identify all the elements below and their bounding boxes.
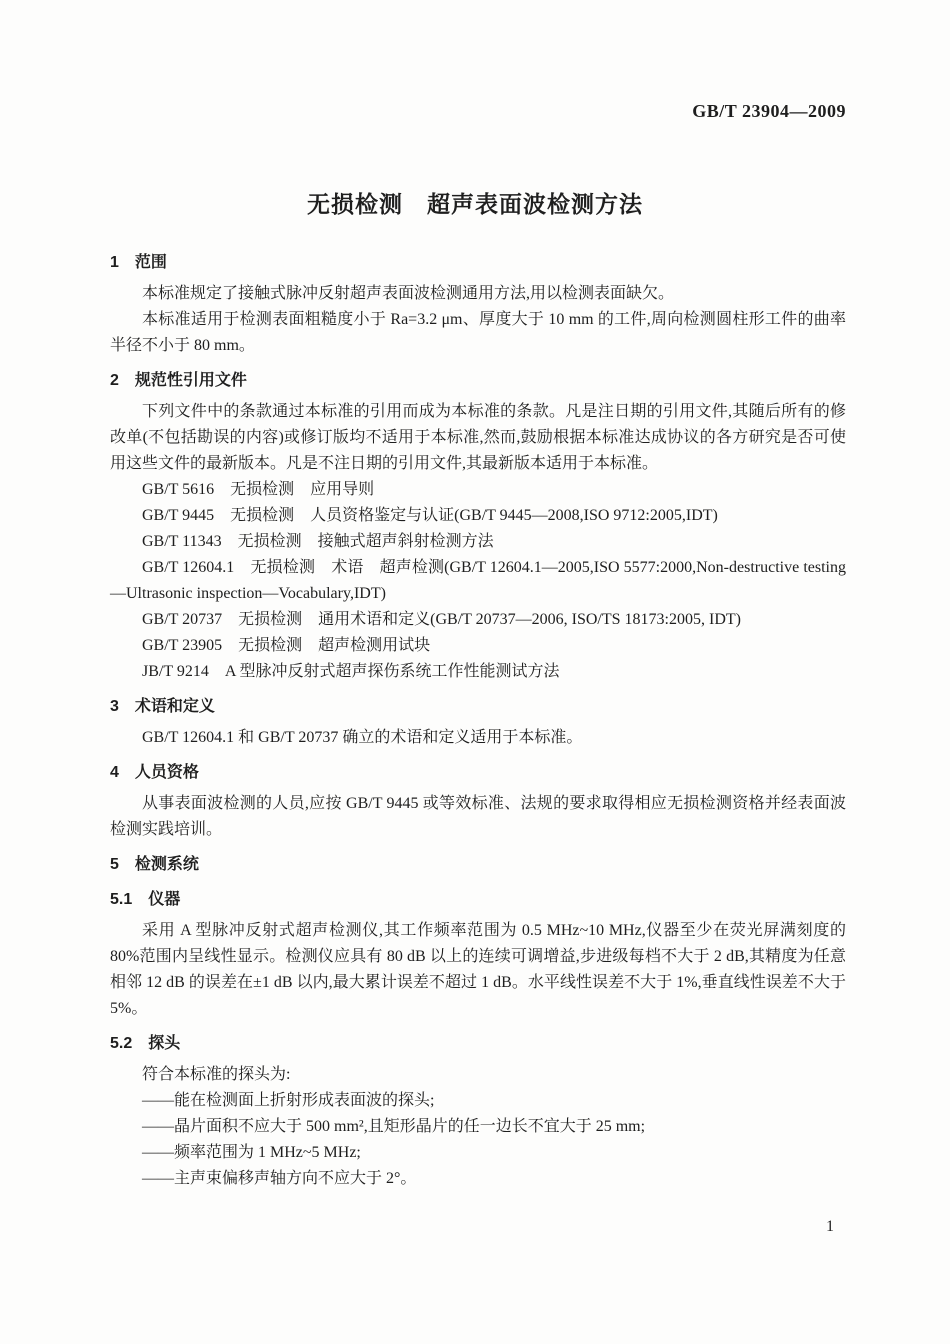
list-item: ——晶片面积不应大于 500 mm²,且矩形晶片的任一边长不宜大于 25 mm; [142, 1118, 646, 1135]
standard-number: GB/T 23904—2009 [692, 101, 846, 121]
paragraph: 本标准适用于检测表面粗糙度小于 Ra=3.2 μm、厚度大于 10 mm 的工件,周向检测圆柱形工件的曲率半径不小于 80 mm。 [110, 311, 846, 354]
paragraph: 采用 A 型脉冲反射式超声检测仪,其工作频率范围为 0.5 MHz~10 MHz,仪器至少在荧光屏满刻度的 80%范围内呈线性显示。检测仪应具有 80 dB 以上的连续可调增益,步进级每档不大于 2 dB,其精度为任意相邻 12 dB 的误差在±1 dB 以内,最大累计误差不超过 1 dB。水平线性误差不大于 1%,垂直线性误差不大于 5%。 [110, 922, 846, 1017]
reference-item: GB/T 20737 无损检测 通用术语和定义(GB/T 20737—2006, ISO/TS 18173:2005, IDT) [142, 611, 741, 628]
paragraph: 符合本标准的探头为: [142, 1066, 291, 1083]
section [110, 1031, 846, 1192]
reference-item: GB/T 12604.1 无损检测 术语 超声检测(GB/T 12604.1—2005,ISO 5577:2000,Non-destructive testing—Ultrasonic inspection—Vocabulary,IDT) [110, 559, 846, 602]
section-heading: 2 规范性引用文件 [110, 372, 247, 389]
reference-item: GB/T 9445 无损检测 人员资格鉴定与认证(GB/T 9445—2008,ISO 9712:2005,IDT) [142, 507, 718, 524]
list-item: ——主声束偏移声轴方向不应大于 2°。 [142, 1170, 417, 1187]
section [110, 368, 846, 685]
list-item: ——能在检测面上折射形成表面波的探头; [142, 1092, 435, 1109]
list-item: ——频率范围为 1 MHz~5 MHz; [142, 1144, 361, 1161]
page-number: 1 [826, 1218, 834, 1235]
paragraph: 从事表面波检测的人员,应按 GB/T 9445 或等效标准、法规的要求取得相应无损检测资格并经表面波检测实践培训。 [110, 795, 846, 838]
reference-item: GB/T 11343 无损检测 接触式超声斜射检测方法 [142, 533, 494, 550]
section [110, 694, 846, 751]
section-heading: 4 人员资格 [110, 764, 199, 781]
section-heading: 1 范围 [110, 254, 167, 271]
document-body [110, 250, 846, 1192]
section-heading: 5.2 探头 [110, 1035, 181, 1052]
section [110, 887, 846, 1022]
section [110, 852, 846, 878]
section-heading: 3 术语和定义 [110, 698, 215, 715]
paragraph: GB/T 12604.1 和 GB/T 20737 确立的术语和定义适用于本标准。 [142, 729, 583, 746]
section [110, 250, 846, 359]
reference-item: GB/T 5616 无损检测 应用导则 [142, 481, 375, 498]
paragraph: 本标准规定了接触式脉冲反射超声表面波检测通用方法,用以检测表面缺欠。 [142, 285, 675, 302]
paragraph: 下列文件中的条款通过本标准的引用而成为本标准的条款。凡是注日期的引用文件,其随后所有的修改单(不包括勘误的内容)或修订版均不适用于本标准,然而,鼓励根据本标准达成协议的各方研究是否可使用这些文件的最新版本。凡是不注日期的引用文件,其最新版本适用于本标准。 [110, 403, 846, 472]
reference-item: GB/T 23905 无损检测 超声检测用试块 [142, 637, 431, 654]
section-heading: 5.1 仪器 [110, 891, 181, 908]
section-heading: 5 检测系统 [110, 856, 199, 873]
page-title: 无损检测 超声表面波检测方法 [307, 191, 643, 217]
section [110, 760, 846, 843]
reference-item: JB/T 9214 A 型脉冲反射式超声探伤系统工作性能测试方法 [142, 663, 560, 680]
